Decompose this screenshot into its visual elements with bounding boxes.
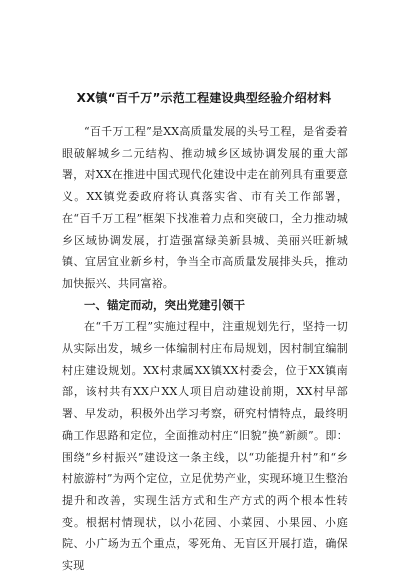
intro-sentence-1: “百千万工程”是XX高质量发展的头号工程，是省委着眼破解城乡二元结构、推动城乡区域协调发展的重大部署，对XX在推进中国式现代化建设中走在前列具有重要意义。 [62,125,348,204]
intro-sentence-2: XX镇党委政府将认真落实省、市有关工作部署，在“百千万工程”框架下找准着力点和突破口，全力推动城乡区域协调发展，打造强富绿美新县城、美丽兴旺新城镇、宜居宜业新乡村，争当全市高质量发展排头兵，推动加快振兴、共同富裕。 [62,190,348,290]
section-heading: 一、锚定而动，突出党建引领干 [84,297,245,312]
section-paragraph: 在“千万工程”实施过程中，注重规划先行，坚持一切从实际出发，城乡一体编制村庄布局规划，因村制宜编制村庄建设规划。XX村隶属XX镇XX村委会，位于XX镇南部，该村共有XX户XX人项目启动建设前期，XX村早部署、早发动，积极外出学习考察，研究村情特点，最终明确工作思路和定位，全面推动村庄“旧貌”换“新颜”。即：围绕“乡村振兴”建设这一条主线，以“功能提升村”和“乡村旅游村”为两个定位，立足优势产业，实现环境卫生整治提升和改善，实现生活方式和生产方式的两个根本性转变。根据村情现状，以小花园、小菜园、小果园、小庭院、小广场为五个重点，零死角、无盲区开展打造，确保实现 [62,320,348,573]
document-body [62,121,348,577]
intro-paragraph [62,121,348,295]
document-title: XX镇“百千万”示范工程建设典型经验介绍材料 [76,91,332,105]
